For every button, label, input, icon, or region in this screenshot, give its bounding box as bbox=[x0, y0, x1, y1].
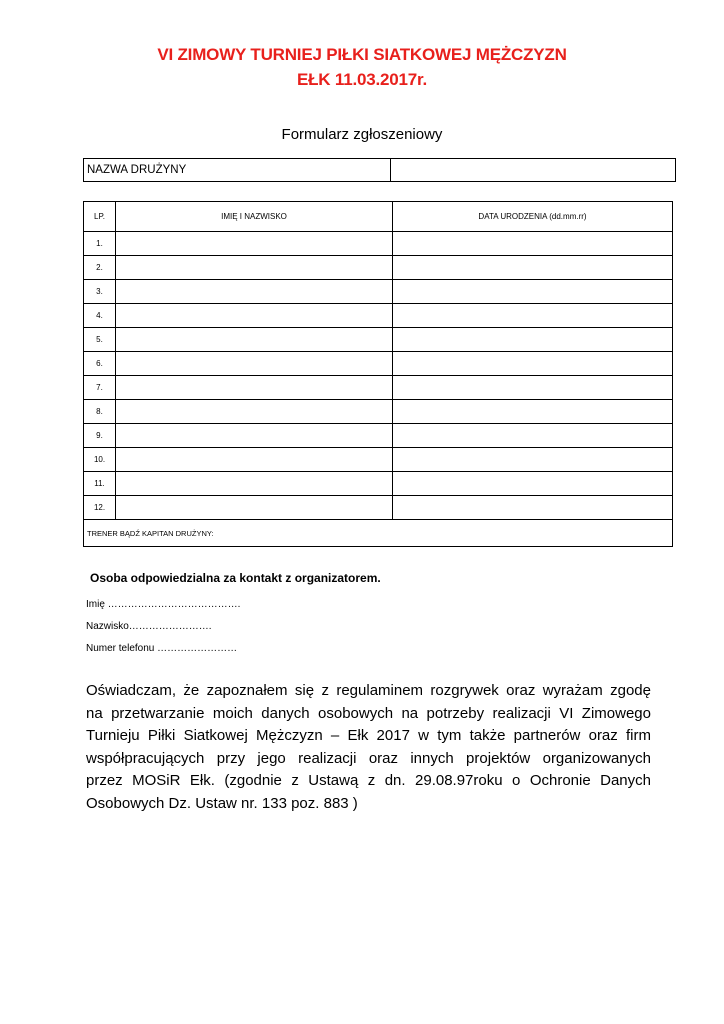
player-row bbox=[84, 424, 673, 448]
player-row-number: 5. bbox=[84, 328, 116, 352]
declaration-line: Osobowych Dz. Ustaw nr. 133 poz. 883 ) bbox=[86, 794, 358, 812]
player-birthdate-cell[interactable] bbox=[393, 232, 673, 256]
player-birthdate-cell[interactable] bbox=[393, 352, 673, 376]
player-row bbox=[84, 232, 673, 256]
player-name-cell[interactable] bbox=[116, 376, 393, 400]
player-birthdate-cell[interactable] bbox=[393, 304, 673, 328]
player-row-number: 11. bbox=[84, 472, 116, 496]
players-table-body bbox=[84, 232, 673, 520]
player-name-cell[interactable] bbox=[116, 328, 393, 352]
player-row bbox=[84, 472, 673, 496]
declaration-line: współpracujących przy jego realizacji oraz innych projektów organizowanych bbox=[86, 749, 651, 767]
player-row bbox=[84, 400, 673, 424]
player-name-cell[interactable] bbox=[116, 280, 393, 304]
player-row-number: 3. bbox=[84, 280, 116, 304]
contact-last-name-field[interactable]: Nazwisko……………………. bbox=[86, 621, 212, 632]
player-row-number: 7. bbox=[84, 376, 116, 400]
coach-label[interactable]: TRENER BĄDŹ KAPITAN DRUŻYNY: bbox=[84, 520, 673, 547]
declaration-line: na przetwarzanie moich danych osobowych na potrzeby realizacji VI Zimowego bbox=[86, 704, 651, 722]
player-name-cell[interactable] bbox=[116, 496, 393, 520]
tournament-date-title: EŁK 11.03.2017r. bbox=[296, 70, 428, 89]
tournament-title: VI ZIMOWY TURNIEJ PIŁKI SIATKOWEJ MĘŻCZYZN bbox=[157, 45, 567, 64]
player-birthdate-cell[interactable] bbox=[393, 496, 673, 520]
player-row bbox=[84, 328, 673, 352]
team-name-table bbox=[83, 158, 676, 182]
column-header-name: IMIĘ I NAZWISKO bbox=[116, 202, 393, 232]
player-row bbox=[84, 280, 673, 304]
player-birthdate-cell[interactable] bbox=[393, 256, 673, 280]
player-row-number: 4. bbox=[84, 304, 116, 328]
contact-first-name-field[interactable]: Imię …………………………………. bbox=[86, 599, 241, 610]
player-row bbox=[84, 352, 673, 376]
contact-heading: Osoba odpowiedzialna za kontakt z organizatorem. bbox=[90, 571, 381, 585]
consent-declaration bbox=[86, 680, 651, 815]
declaration-line: Oświadczam, że zapoznałem się z regulaminem rozgrywek oraz wyrażam zgodę bbox=[86, 682, 651, 699]
player-row bbox=[84, 496, 673, 520]
player-row-number: 2. bbox=[84, 256, 116, 280]
player-row-number: 12. bbox=[84, 496, 116, 520]
player-name-cell[interactable] bbox=[116, 352, 393, 376]
player-row bbox=[84, 304, 673, 328]
team-name-field[interactable] bbox=[391, 159, 675, 181]
player-birthdate-cell[interactable] bbox=[393, 448, 673, 472]
player-name-cell[interactable] bbox=[116, 232, 393, 256]
player-birthdate-cell[interactable] bbox=[393, 400, 673, 424]
player-row-number: 9. bbox=[84, 424, 116, 448]
player-row-number: 1. bbox=[84, 232, 116, 256]
player-name-cell[interactable] bbox=[116, 448, 393, 472]
player-birthdate-cell[interactable] bbox=[393, 280, 673, 304]
player-birthdate-cell[interactable] bbox=[393, 424, 673, 448]
player-row-number: 6. bbox=[84, 352, 116, 376]
player-row bbox=[84, 448, 673, 472]
form-title: Formularz zgłoszeniowy bbox=[281, 126, 443, 143]
player-name-cell[interactable] bbox=[116, 304, 393, 328]
player-row-number: 10. bbox=[84, 448, 116, 472]
players-table bbox=[83, 201, 673, 547]
player-birthdate-cell[interactable] bbox=[393, 328, 673, 352]
player-name-cell[interactable] bbox=[116, 400, 393, 424]
team-name-label: NAZWA DRUŻYNY bbox=[84, 159, 391, 181]
declaration-line: przez MOSiR Ełk. (zgodnie z Ustawą z dn. 29.08.97roku o Ochronie Danych bbox=[86, 772, 651, 789]
players-table-header bbox=[84, 202, 673, 232]
player-row-number: 8. bbox=[84, 400, 116, 424]
player-birthdate-cell[interactable] bbox=[393, 472, 673, 496]
declaration-line: Turnieju Piłki Siatkowej Mężczyzn – Ełk 2017 w tym także partnerów oraz firm bbox=[86, 727, 651, 744]
player-name-cell[interactable] bbox=[116, 472, 393, 496]
player-birthdate-cell[interactable] bbox=[393, 376, 673, 400]
player-name-cell[interactable] bbox=[116, 424, 393, 448]
column-header-lp: LP. bbox=[84, 202, 116, 232]
player-row bbox=[84, 256, 673, 280]
player-row bbox=[84, 376, 673, 400]
coach-row bbox=[84, 520, 673, 547]
column-header-birthdate: DATA URODZENIA (dd.mm.rr) bbox=[393, 202, 673, 232]
player-name-cell[interactable] bbox=[116, 256, 393, 280]
contact-phone-field[interactable]: Numer telefonu …………………… bbox=[86, 643, 238, 654]
